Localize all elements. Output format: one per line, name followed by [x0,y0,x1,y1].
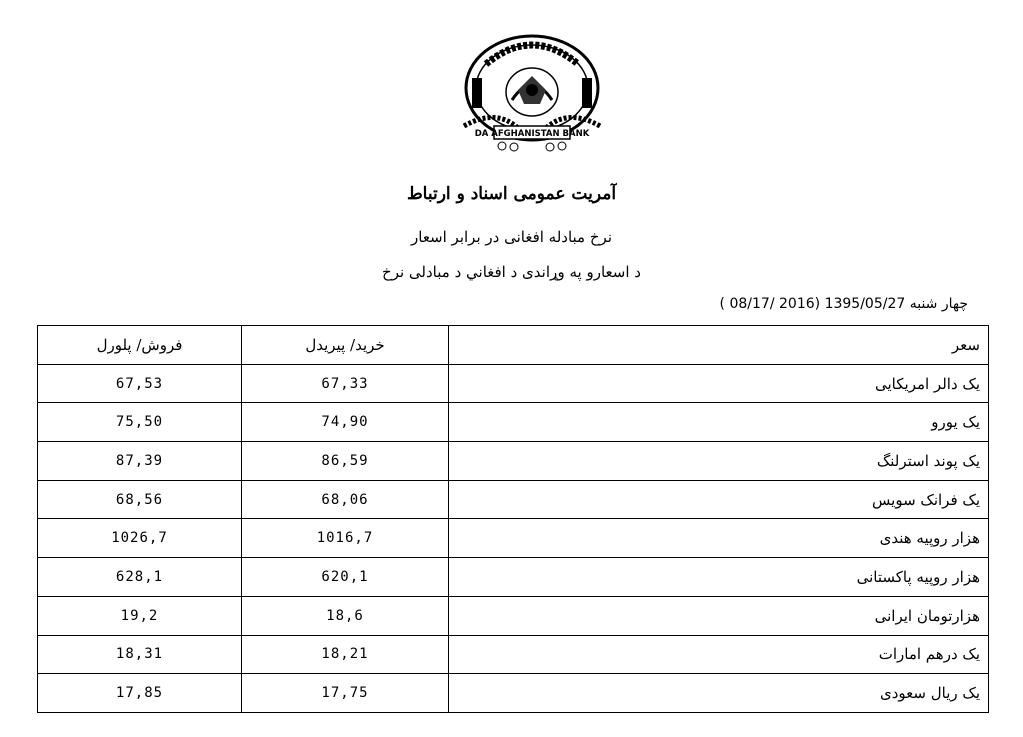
table-row [38,480,989,519]
subtitle-pashto: د اسعارو په وړاندی د افغاني د مبادلی نرخ [382,263,641,281]
currency-name: یک پوند استرلنگ [449,442,989,481]
table-row [38,403,989,442]
buy-rate: 1016,7 [242,519,449,558]
buy-rate: 68,06 [242,480,449,519]
page-title: آمریت عمومی اسناد و ارتباط [406,184,617,204]
sell-rate: 87,39 [38,442,242,481]
table-row [38,596,989,635]
header-currency: سعر [449,326,989,365]
sell-rate: 18,31 [38,635,242,674]
bank-logo [456,30,608,152]
buy-rate: 86,59 [242,442,449,481]
date-line: چهار شنبه 1395/05/27 (2016 /08/17 ) [719,296,968,312]
exchange-rate-table [37,325,989,713]
sell-rate: 1026,7 [38,519,242,558]
currency-name: هزارتومان ایرانی [449,596,989,635]
buy-rate: 74,90 [242,403,449,442]
currency-name: یک دالر امریکایی [449,364,989,403]
table-row [38,364,989,403]
currency-name: یک ریال سعودی [449,674,989,713]
header-buy: خرید/ پیریدل [242,326,449,365]
buy-rate: 620,1 [242,558,449,597]
table-row [38,442,989,481]
table-row [38,674,989,713]
table-row [38,519,989,558]
currency-name: هزار روپیه هندی [449,519,989,558]
sell-rate: 68,56 [38,480,242,519]
currency-name: یک درهم امارات [449,635,989,674]
sell-rate: 628,1 [38,558,242,597]
buy-rate: 18,6 [242,596,449,635]
sell-rate: 19,2 [38,596,242,635]
logo-ribbon-text: DA AFGHANISTAN BANK [474,129,590,139]
buy-rate: 18,21 [242,635,449,674]
sell-rate: 75,50 [38,403,242,442]
currency-name: هزار روپیه پاکستانی [449,558,989,597]
buy-rate: 67,33 [242,364,449,403]
subtitle-dari: نرخ مبادله افغانی در برابر اسعار [411,228,612,246]
sell-rate: 17,85 [38,674,242,713]
currency-name: یک فرانک سویس [449,480,989,519]
table-row [38,558,989,597]
buy-rate: 17,75 [242,674,449,713]
sell-rate: 67,53 [38,364,242,403]
header-sell: فروش/ پلورل [38,326,242,365]
currency-name: یک یورو [449,403,989,442]
table-header-row [38,326,989,365]
table-row [38,635,989,674]
